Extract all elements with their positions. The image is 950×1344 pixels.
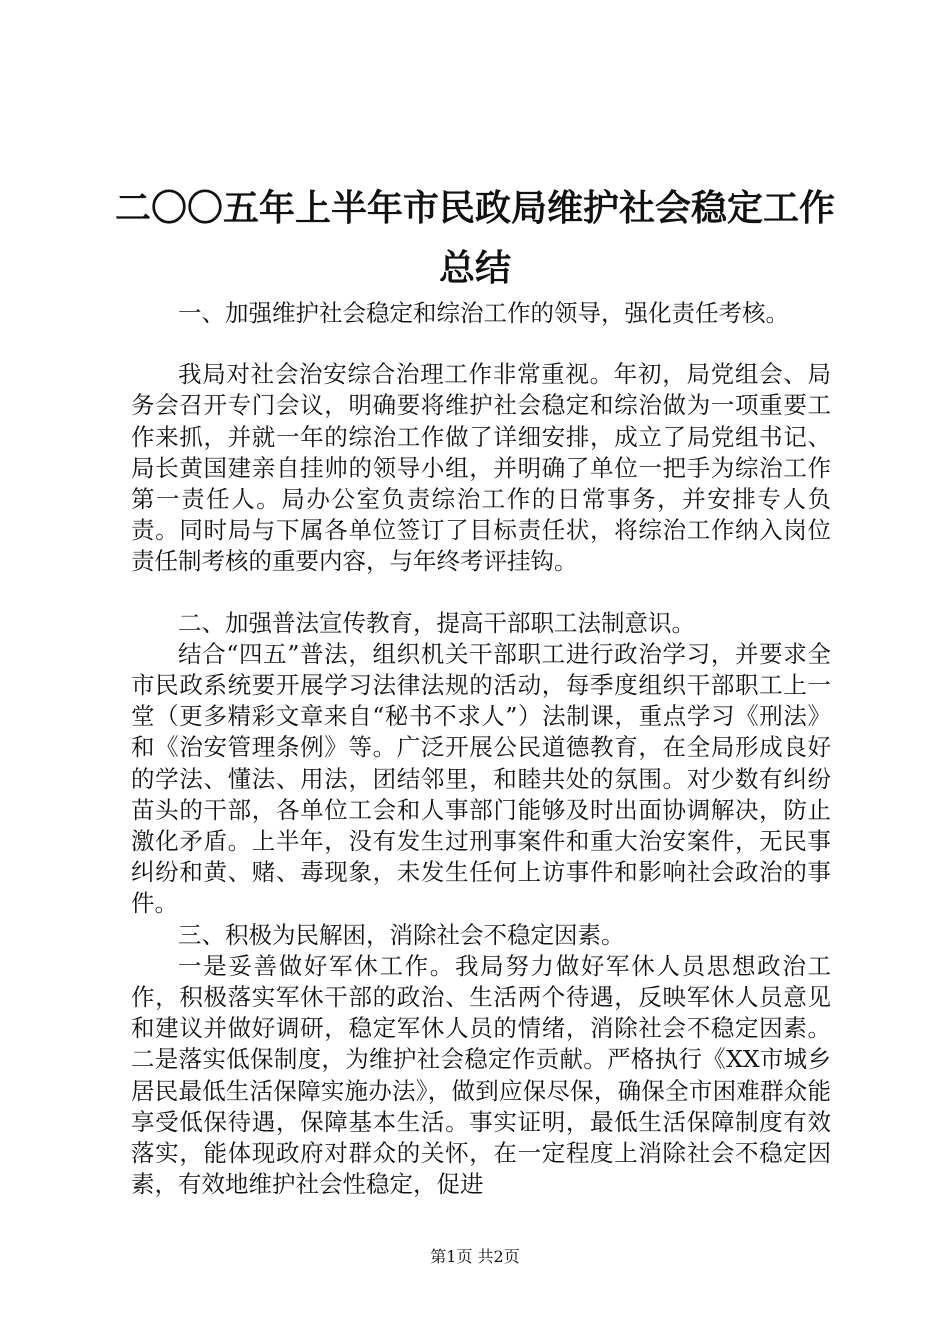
document-body	[131, 298, 831, 1200]
document-title-line-1: 二〇〇五年上半年市民政局维护社会稳定工作	[114, 187, 835, 229]
document-title-line-2: 总结	[438, 247, 511, 289]
section-heading-3: 三、积极为民解困，消除社会不稳定因素。	[178, 920, 625, 949]
section-heading-2: 二、加强普法宣传教育，提高干部职工法制意识。	[178, 608, 695, 637]
paragraph-1: 我局对社会治安综合治理工作非常重视。年初，局党组会、局务会召开专门会议，明确要将维护社会稳定和综治做为一项重要工作来抓，并就一年的综治工作做了详细安排，成立了局党组书记、局长黄国建亲自挂帅的领导小组，并明确了单位一把手为综治工作第一责任人。局办公室负责综治工作的日常事务，并安排专人负责。同时局与下属各单位签订了目标责任状，将综治工作纳入岗位责任制考核的重要内容，与年终考评挂钩。	[131, 360, 831, 576]
paragraph-3: 一是妥善做好军休工作。我局努力做好军休人员思想政治工作，积极落实军休干部的政治、生活两个待遇，反映军休人员意见和建议并做好调研，稳定军休人员的情绪，消除社会不稳定因素。二是落实低保制度，为维护社会稳定作贡献。严格执行《XX市城乡居民最低生活保障实施办法》，做到应保尽保，确保全市困难群众能享受低保待遇，保障基本生活。事实证明，最低生活保障制度有效落实，能体现政府对群众的关怀，在一定程度上消除社会不稳定因素，有效地维护社会性稳定，促进	[131, 951, 831, 1199]
section-heading-1: 一、加强维护社会稳定和综治工作的领导，强化责任考核。	[178, 299, 789, 327]
paragraph-2: 结合“四五”普法，组织机关干部职工进行政治学习，并要求全市民政系统要开展学习法律法规的活动，每季度组织干部职工上一堂（更多精彩文章来自“秘书不求人”）法制课，重点学习《刑法》和《治安管理条例》等。广泛开展公民道德教育，在全局形成良好的学法、懂法、用法，团结邻里，和睦共处的氛围。对少数有纠纷苗头的干部，各单位工会和人事部门能够及时出面协调解决，防止激化矛盾。上半年，没有发生过刑事案件和重大治安案件，无民事纠纷和黄、赌、毒现象，未发生任何上访事件和影响社会政治的事件。	[131, 639, 831, 918]
page-number-footer: 第1页 共2页	[430, 1247, 520, 1266]
